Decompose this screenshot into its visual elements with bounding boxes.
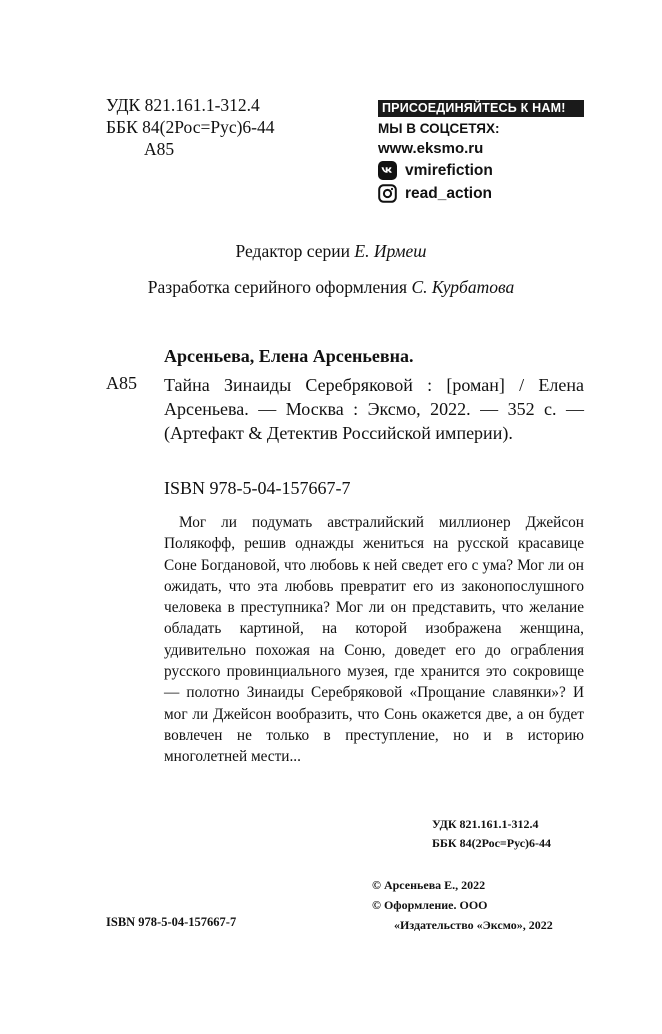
copyright-design: © Оформление. ООО <box>372 898 488 912</box>
editor-label: Редактор серии <box>235 241 351 261</box>
catalog-description: Тайна Зинаиды Серебряковой : [роман] / Елена Арсеньева. — Москва : Эксмо, 2022. — 352 с. — (Артефакт & Детектив Российской империи). <box>164 375 584 443</box>
website-link[interactable]: www.eksmo.ru <box>378 140 484 157</box>
footer-isbn: ISBN 978-5-04-157667-7 <box>106 915 237 929</box>
catalog-mark: А85 <box>106 373 137 393</box>
instagram-icon <box>378 184 397 203</box>
catalog-isbn: ISBN 978-5-04-157667-7 <box>164 478 351 498</box>
design-label: Разработка серийного оформления <box>147 277 408 297</box>
footer-bbk: ББК 84(2Рос=Рус)6-44 <box>432 836 552 850</box>
social-block <box>378 99 584 203</box>
udk-code: УДК 821.161.1-312.4 <box>106 95 260 115</box>
catalog-author: Арсеньева, Елена Арсеньевна. <box>164 346 414 366</box>
social-subtitle: МЫ В СОЦСЕТЯХ: <box>378 121 500 136</box>
instagram-link[interactable] <box>378 184 584 203</box>
footer-codes <box>432 815 551 853</box>
author-mark: А85 <box>144 139 175 159</box>
copyright-publisher: «Издательство «Эксмо», 2022 <box>394 918 553 932</box>
designer-name: С. Курбатова <box>411 277 515 297</box>
vk-link[interactable] <box>378 161 584 180</box>
copyright-block <box>372 875 553 935</box>
design-credit <box>0 277 662 298</box>
instagram-handle: read_action <box>405 184 493 202</box>
join-banner: ПРИСОЕДИНЯЙТЕСЬ К НАМ! <box>378 100 584 117</box>
book-annotation: Мог ли подумать австралийский миллионер Джейсон Полякофф, решив однажды жениться на русской красавице Соне Богдановой, что любовь к ней сведет его с ума? Мог ли он ожидать, что эта любовь превратит его из законопослушного человека в преступника? Мог ли он представить, что желание обладать картиной, на которой изображена женщина, удивительно похожая на Соню, доведет его до ограбления русского провинциального музея, где хранится это сокровище — полотно Зинаиды Серебряковой «Прощание славянки»? И мог ли Джейсон вообразить, что Сонь окажется две, а он будет вовлечен не только в преступление, но и в историю многолетней мести... <box>164 514 584 766</box>
copyright-author: © Арсеньева Е., 2022 <box>372 878 486 892</box>
classification-codes <box>106 94 275 160</box>
editor-name: Е. Ирмеш <box>354 241 427 261</box>
bbk-code: ББК 84(2Рос=Рус)6-44 <box>106 117 275 137</box>
vk-icon <box>378 161 397 180</box>
footer-udk: УДК 821.161.1-312.4 <box>432 817 539 831</box>
vk-handle: vmirefiction <box>405 161 493 179</box>
series-editor-credit <box>0 241 662 262</box>
